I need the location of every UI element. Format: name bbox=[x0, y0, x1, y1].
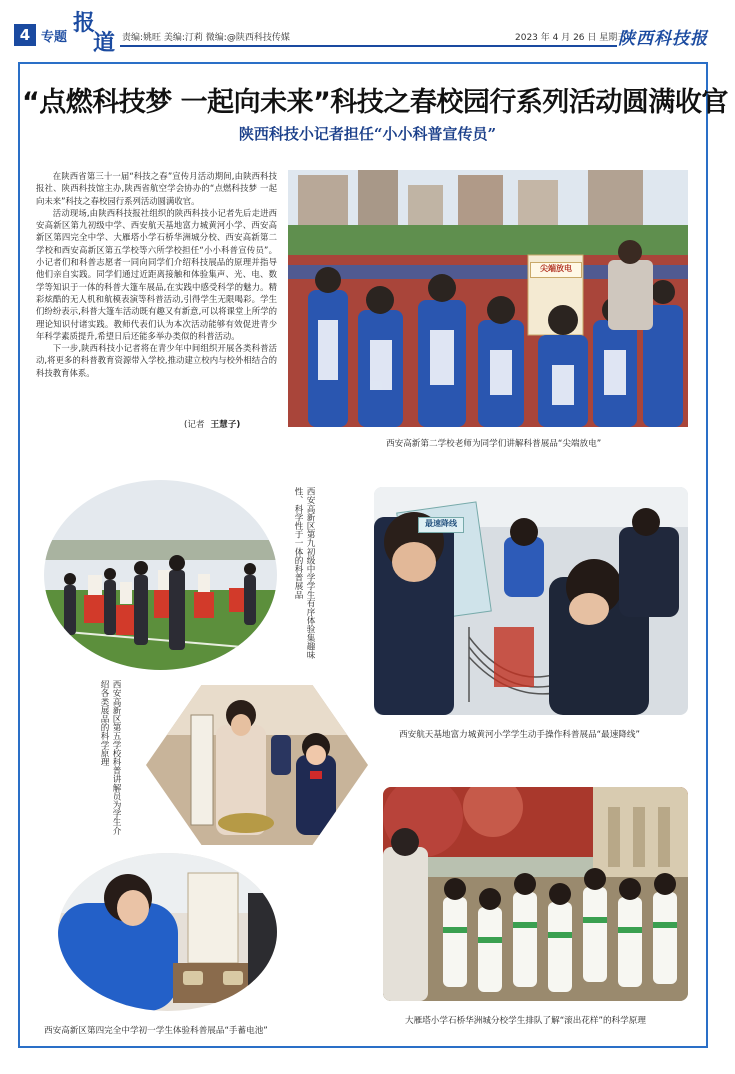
section-title bbox=[73, 11, 117, 56]
photo-top-exhibit bbox=[288, 170, 688, 427]
photo-oval-battery-illustration bbox=[58, 853, 277, 1011]
section-title-char: 道 bbox=[93, 31, 116, 56]
photo-caption: 西安高新区第四完全中学初一学生体验科普展品“手蓄电池” bbox=[44, 1026, 268, 1036]
newspaper-logo: 陕西科技报 bbox=[618, 29, 708, 49]
photo-caption-vertical: 西安高新区第九初级中学学生有序体验集趣味性、科学性于一体的科普展品 bbox=[293, 487, 315, 659]
photo-caption-vertical: 西安高新区第五学校科普讲解员为学生介绍各类展品的科学原理 bbox=[99, 680, 121, 835]
masthead bbox=[0, 0, 735, 56]
article-headline: “点燃科技梦 一起向未来”科技之春校园行系列活动圆满收官 bbox=[22, 87, 728, 118]
photo-caption: 大雁塔小学石桥华洲城分校学生排队了解“滚出花样”的科学原理 bbox=[405, 1016, 646, 1026]
photo-caption: 西安航天基地富力城黄河小学学生动手操作科普展品“最速降线” bbox=[399, 730, 640, 740]
photo-rolling-queue-illustration bbox=[383, 787, 688, 1001]
byline-name: 王慧子) bbox=[210, 420, 241, 430]
editors-line: 责编:姚旺 美编:汀莉 微编:@陕西科技传媒 bbox=[122, 33, 290, 43]
issue-date: 2023 年 4 月 26 日 星期三 bbox=[515, 33, 627, 43]
byline bbox=[184, 418, 240, 430]
article-paragraph: 活动现场,由陕西科技报社组织的陕西科技小记者先后走进西安高新区第九初级中学、西安航天基地富力城黄河小学、西安高新区第四完全中学、大雁塔小学石桥华洲城分校、西安高新第二学校和西安高新区第五学校等六所学校担任“小小科普宣传员”。小记者们和科普志愿者一同向同学们介绍科技展品的原理并指导他们亲自实践。同学们通过近距离接触和体验集声、光、电、数学等知识于一体的科普大篷车展品,在实践中感受科学的魅力。精彩炫酷的无人机和航模表演等科普活动,引得学生无限喝彩。学生们纷纷表示,科普大篷车活动既有趣又有新意,可以将课堂上所学的理论知识付诸实践。教师代表们认为本次活动能够有效促进青少年科学素质提升,希望日后还能多举办类似的科普活动。 bbox=[36, 207, 277, 341]
photo-oval-battery bbox=[58, 853, 277, 1011]
photo-top-illustration bbox=[288, 170, 688, 427]
section-label: 专题 bbox=[41, 30, 68, 45]
byline-prefix: (记者 bbox=[184, 420, 205, 430]
article-paragraph: 在陕西省第三十一届“科技之春”宣传月活动期间,由陕西科技报社、陕西科技馆主办,陕西省航空学会协办的“点燃科技梦 一起向未来”科技之春校园行系列活动圆满收官。 bbox=[36, 171, 277, 206]
masthead-rule bbox=[120, 45, 617, 47]
section-title-char: 报 bbox=[73, 11, 96, 36]
article-paragraph: 下一步,陕西科技小记者将在青少年中间组织开展各类科普活动,将更多的科普教育资源带入学校,推动建立校内与校外相结合的科技教育体系。 bbox=[36, 343, 277, 378]
page-number: 4 bbox=[14, 24, 36, 46]
article-subhead: 陕西科技小记者担任“小小科普宣传员” bbox=[238, 125, 497, 143]
photo-oval-playground bbox=[44, 480, 277, 670]
article-body bbox=[36, 170, 277, 379]
exhibit-sign: 最速降线 bbox=[418, 517, 464, 533]
photo-fastest-descent bbox=[374, 487, 688, 715]
photo-oval-illustration bbox=[44, 480, 277, 670]
photo-caption: 西安高新第二学校老师为同学们讲解科普展品“尖端放电” bbox=[386, 439, 602, 449]
photo-rolling-queue bbox=[383, 787, 688, 1001]
exhibit-sign: 尖端放电 bbox=[530, 262, 582, 278]
